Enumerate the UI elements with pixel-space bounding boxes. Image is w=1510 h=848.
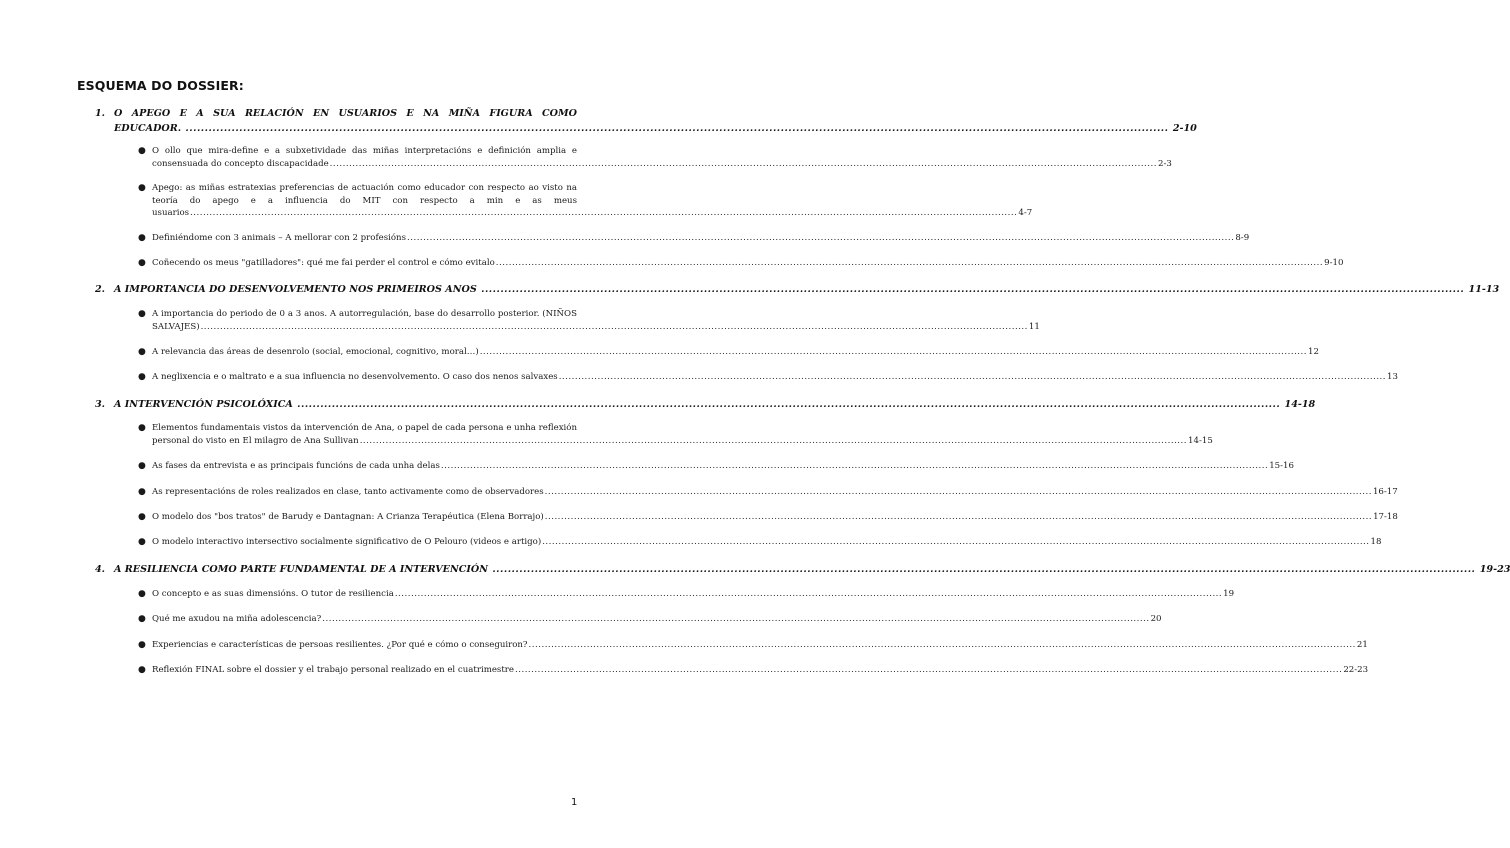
item-page-range: 18 <box>1370 537 1382 547</box>
item-page-range: 9-10 <box>1324 258 1344 268</box>
bullet-icon: ● <box>138 665 146 675</box>
section-2-title <box>95 282 1500 297</box>
section-title-line: A RESILIENCIA COMO PARTE FUNDAMENTAL DE A INTERVENCIÓN <box>114 564 488 575</box>
bullet-icon: ● <box>138 614 146 624</box>
toc-item <box>138 232 1250 245</box>
item-text-line: O modelo interactivo intersectivo socialmente significativo de O Pelouro (videos e artigo) <box>152 537 542 547</box>
item-text-line: Coñecendo os meus "gatilladores": qué me fai perder el control e cómo evitalo <box>152 258 495 268</box>
bullet-icon: ● <box>138 233 146 243</box>
bullet-icon: ● <box>138 589 146 599</box>
item-page-range: 2-3 <box>1158 158 1172 169</box>
item-text-line: Qué me axudou na miña adolescencia? <box>152 614 322 624</box>
toc-item <box>138 371 1398 384</box>
dot-leader <box>360 435 1187 448</box>
item-page-range: 21 <box>1356 640 1368 650</box>
item-page-range: 11 <box>1028 321 1040 332</box>
item-text-line: O concepto e as suas dimensións. O tutor de resiliencia <box>152 589 394 599</box>
item-text-line: A relevancia das áreas de desenrolo (social, emocional, cognitivo, moral…) <box>152 347 479 357</box>
item-text-line: Apego: as miñas estratexias preferencias de actuación como educador con respecto ao visto na <box>152 183 577 193</box>
item-text-line: usuarios <box>152 208 190 219</box>
section-number: 2. <box>95 284 106 295</box>
bullet-icon: ● <box>138 258 146 268</box>
dot-leader <box>515 664 1342 677</box>
item-page-range: 22-23 <box>1343 665 1369 675</box>
item-text-line: As fases da entrevista e as principais funcións de cada unha delas <box>152 461 440 471</box>
toc-item <box>138 613 1162 626</box>
dot-leader <box>529 639 1356 652</box>
item-text-line: Experiencias e características de persoas resilientes. ¿Por qué e cómo o conseguiron? <box>152 640 528 650</box>
section-title-line: EDUCADOR. <box>114 123 182 134</box>
item-text-line: Elementos fundamentais vistos da intervención de Ana, o papel de cada persona e unha reflexión <box>152 423 577 433</box>
item-text-line: A importancia do periodo de 0 a 3 anos. A autorregulación, base do desarrollo posterior. (NIÑOS <box>152 309 577 319</box>
bullet-icon: ● <box>138 372 146 382</box>
bullet-icon: ● <box>138 146 146 156</box>
toc-item <box>138 486 1398 499</box>
item-text-line: Reflexión FINAL sobre el dossier y el trabajo personal realizado en el cuatrimestre <box>152 665 514 675</box>
item-page-range: 19 <box>1223 589 1235 599</box>
section-number: 1. <box>95 108 106 119</box>
dot-leader <box>480 346 1307 359</box>
dot-leader <box>407 232 1234 245</box>
section-page-range: 14-18 <box>1284 399 1316 410</box>
section-title-line: O APEGO E A SUA RELACIÓN EN USUARIOS E NA MIÑA FIGURA COMO <box>114 108 577 119</box>
item-text-line: consensuada do concepto discapacidade <box>152 158 329 169</box>
dot-leader <box>190 207 1017 220</box>
toc-item <box>138 639 1368 652</box>
bullet-icon: ● <box>138 461 146 471</box>
section-title-line: A INTERVENCIÓN PSICOLÓXICA <box>114 399 293 410</box>
item-page-range: 17-18 <box>1373 512 1398 522</box>
section-number: 4. <box>95 564 106 575</box>
toc-item <box>138 346 1319 359</box>
item-page-range: 15-16 <box>1269 461 1294 471</box>
bullet-icon: ● <box>138 347 146 357</box>
section-1-title <box>95 106 1197 136</box>
toc-item <box>138 536 1382 549</box>
toc-item <box>138 145 1172 170</box>
toc-item <box>138 588 1235 601</box>
section-4-title <box>95 562 1510 577</box>
dot-leader <box>545 486 1372 499</box>
bullet-icon: ● <box>138 487 146 497</box>
dot-leader <box>481 284 1464 295</box>
section-page-range: 19-23 <box>1479 564 1510 575</box>
item-page-range: 20 <box>1150 614 1162 624</box>
dot-leader <box>185 123 1168 134</box>
section-3-title <box>95 397 1316 412</box>
bullet-icon: ● <box>138 309 146 319</box>
dot-leader <box>441 460 1268 473</box>
section-page-range: 2-10 <box>1172 123 1197 134</box>
item-page-range: 8-9 <box>1235 233 1250 243</box>
dot-leader <box>330 158 1157 171</box>
item-text-line: O modelo dos "bos tratos" de Barudy e Dantagnan: A Crianza Terapéutica (Elena Borrajo) <box>152 512 544 522</box>
section-title-line: A IMPORTANCIA DO DESENVOLVEMENTO NOS PRIMEIROS ANOS <box>114 284 477 295</box>
bullet-icon: ● <box>138 423 146 433</box>
dot-leader <box>545 511 1372 524</box>
item-page-range: 14-15 <box>1188 435 1213 446</box>
bullet-icon: ● <box>138 537 146 547</box>
item-text-line: Definiéndome con 3 animais – A mellorar con 2 profesións <box>152 233 406 243</box>
toc-item <box>138 511 1398 524</box>
page-heading: ESQUEMA DO DOSSIER: <box>77 78 244 93</box>
section-number: 3. <box>95 399 106 410</box>
item-text-line: personal do visto en El milagro de Ana Sullivan <box>152 435 359 446</box>
toc-item <box>138 460 1294 473</box>
item-text-line: teoría do apego e a influencia do MIT con respecto a min e as meus <box>152 195 577 206</box>
bullet-icon: ● <box>138 183 146 193</box>
page-number: 1 <box>571 797 578 808</box>
item-text-line: O ollo que mira-define e a subxetividade das miñas interpretacións e definición amplia e <box>152 146 577 156</box>
bullet-icon: ● <box>138 512 146 522</box>
item-page-range: 12 <box>1308 347 1319 357</box>
item-text-line: As representacións de roles realizados en clase, tanto activamente como de observadores <box>152 487 544 497</box>
item-text-line: A neglixencia e o maltrato e a sua influencia no desenvolvemento. O caso dos nenos salvaxes <box>152 372 558 382</box>
dot-leader <box>395 588 1222 601</box>
section-page-range: 11-13 <box>1468 284 1500 295</box>
dot-leader <box>496 257 1323 270</box>
bullet-icon: ● <box>138 640 146 650</box>
toc-item <box>138 257 1344 270</box>
item-text-line: SALVAJES) <box>152 321 200 332</box>
item-page-range: 16-17 <box>1372 487 1398 497</box>
dot-leader <box>542 536 1369 549</box>
dot-leader <box>559 371 1386 384</box>
toc-item <box>138 422 1213 447</box>
toc-item <box>138 182 1033 220</box>
toc-item <box>138 308 1040 333</box>
dot-leader <box>201 321 1028 334</box>
dot-leader <box>492 564 1475 575</box>
item-page-range: 4-7 <box>1018 208 1033 219</box>
dot-leader <box>297 399 1280 410</box>
dot-leader <box>322 613 1149 626</box>
item-page-range: 13 <box>1387 372 1398 382</box>
toc-item <box>138 664 1369 677</box>
